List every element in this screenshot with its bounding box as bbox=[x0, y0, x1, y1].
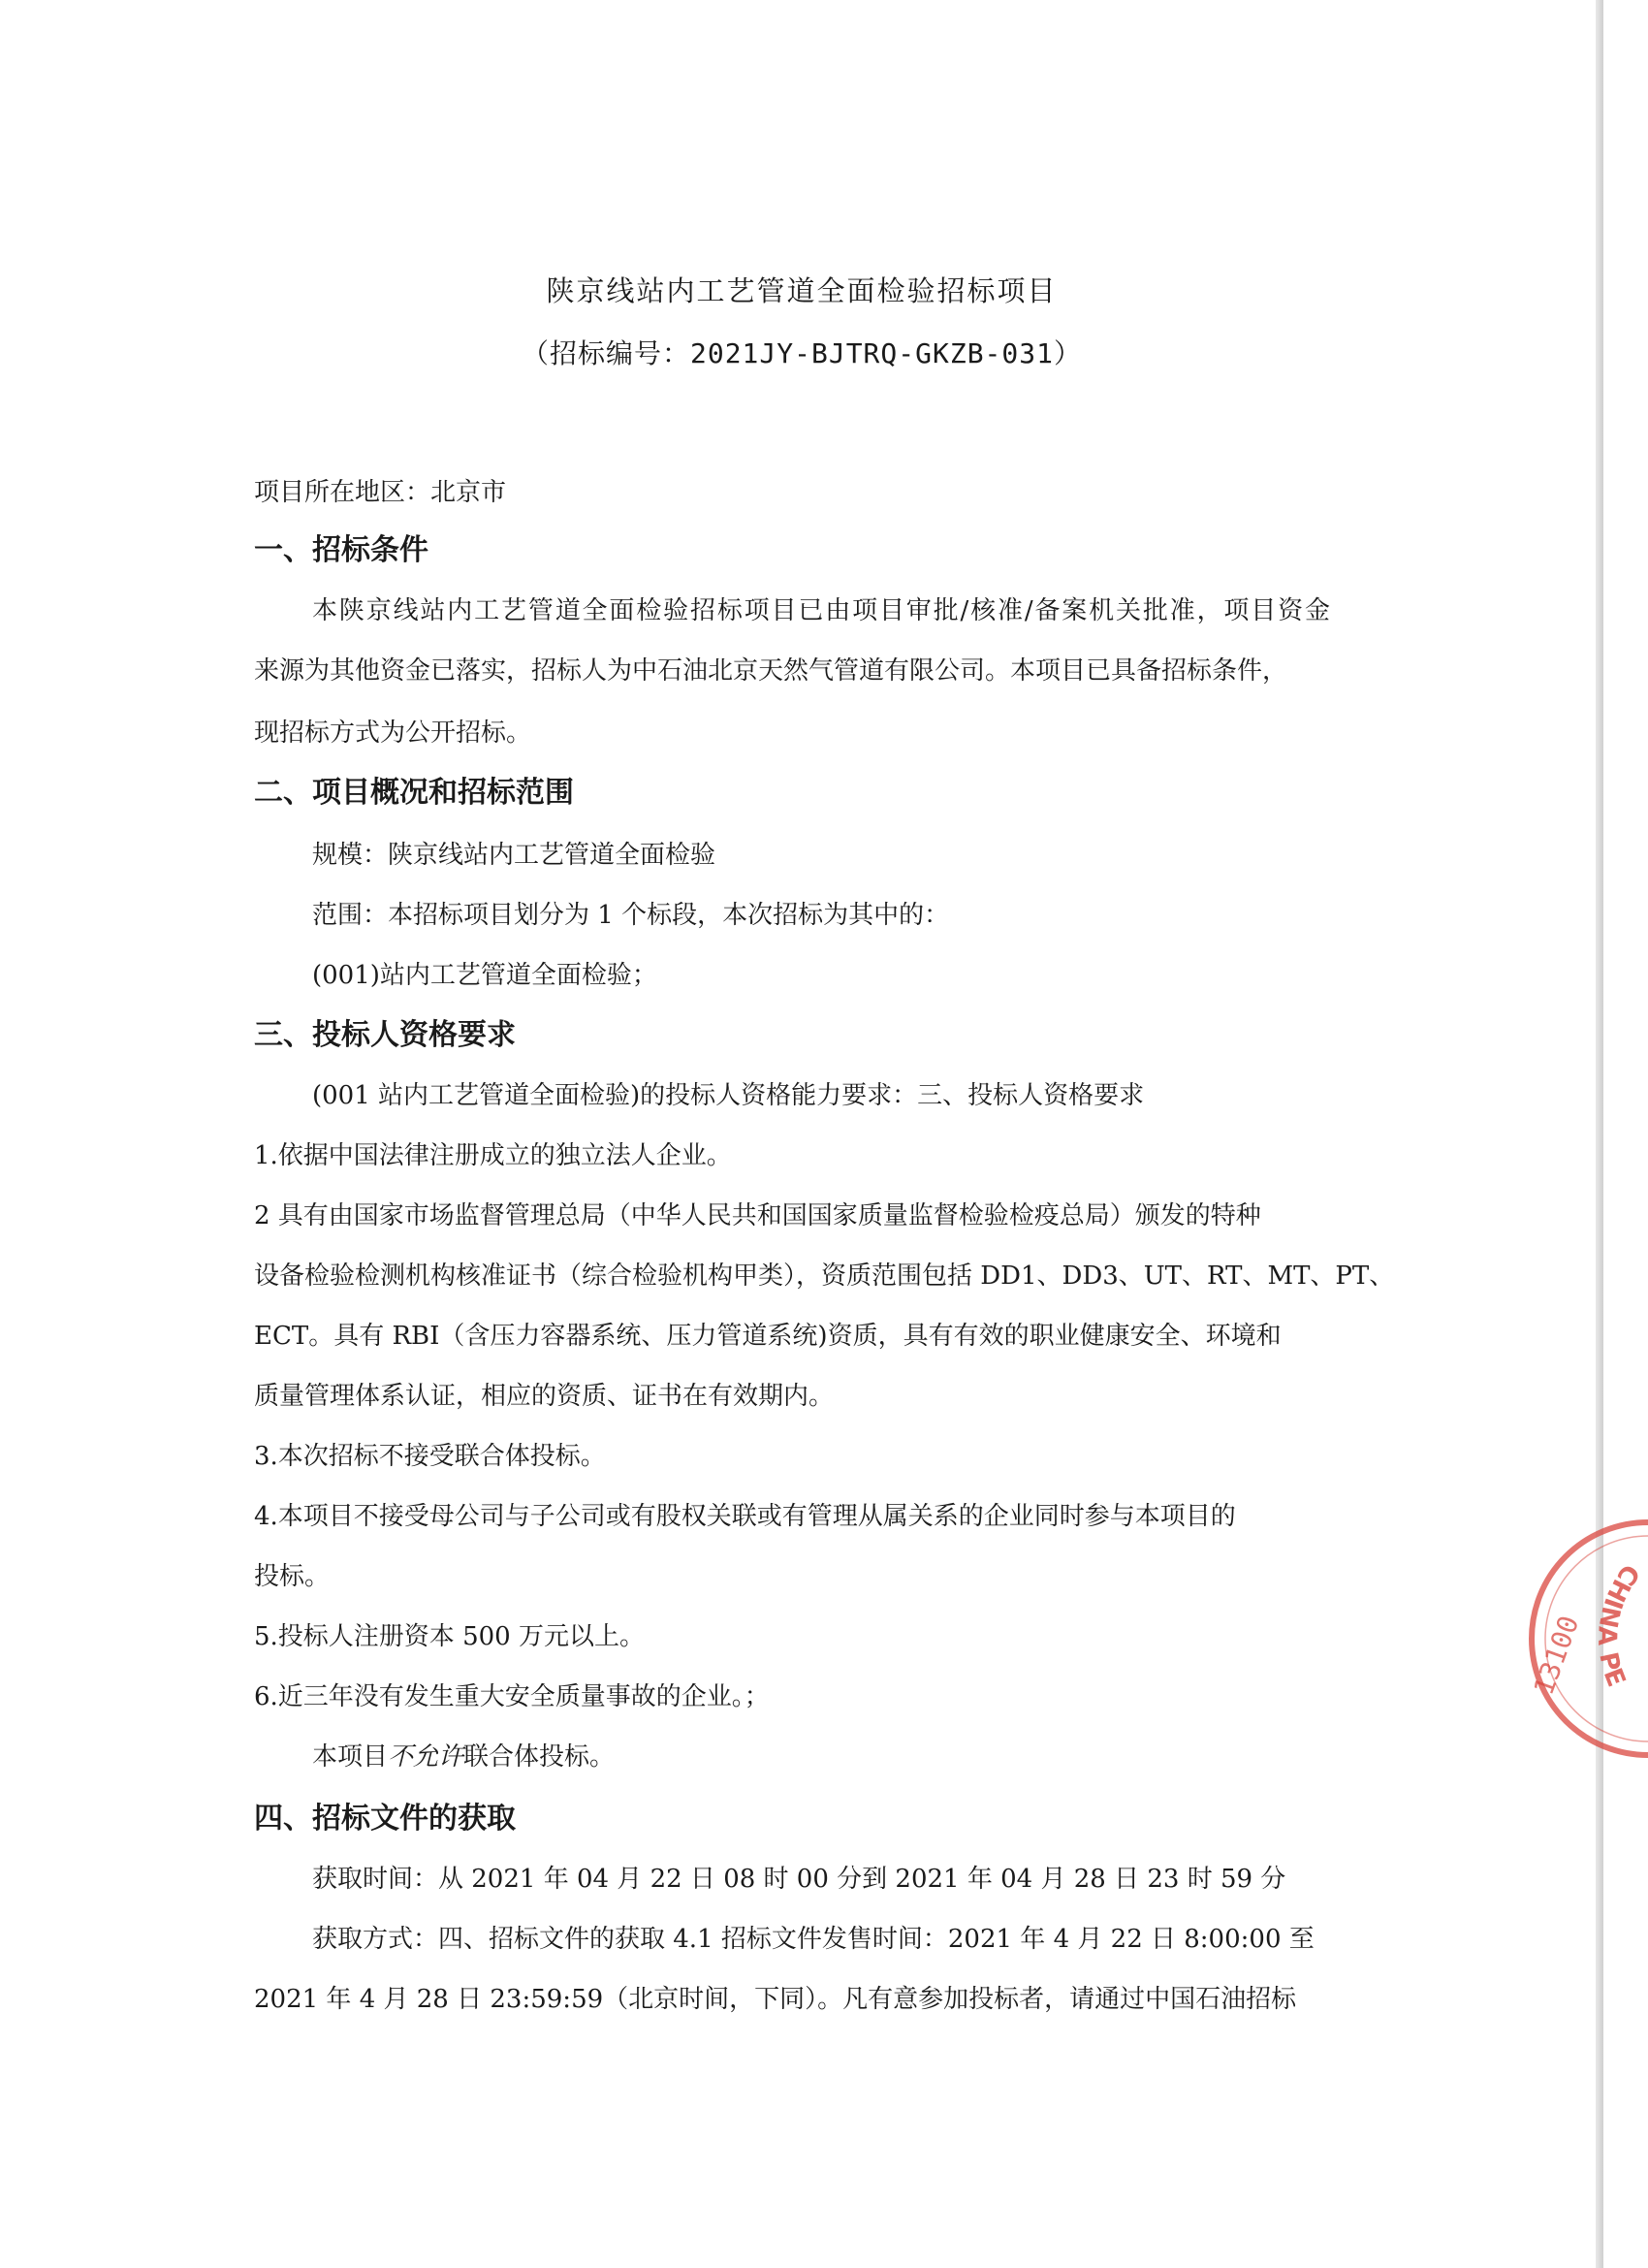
scope-line: 范围：本招标项目划分为 1 个标段，本次招标为其中的： bbox=[312, 901, 950, 930]
seal-text-top: CHINA PE bbox=[1592, 1558, 1645, 1691]
seal-text-bottom: 13100 bbox=[1527, 1611, 1586, 1700]
project-location: 项目所在地区：北京市 bbox=[254, 478, 507, 507]
consortium-emphasis: 不允许 bbox=[388, 1742, 464, 1772]
section-heading-3: 三、投标人资格要求 bbox=[254, 1018, 516, 1052]
document-title: 陕京线站内工艺管道全面检验招标项目 bbox=[546, 274, 1058, 307]
acquisition-method: 2021 年 4 月 28 日 23:59:59（北京时间，下同）。凡有意参加投标者，请通过中国石油招标 bbox=[254, 1985, 1297, 2014]
paragraph-line: 现招标方式为公开招标。 bbox=[254, 719, 532, 748]
acquisition-method: 获取方式：四、招标文件的获取 4.1 招标文件发售时间：2021 年 4 月 22 日 8:00:00 至 bbox=[312, 1925, 1315, 1954]
qualification-intro: (001 站内工艺管道全面检验)的投标人资格能力要求：三、投标人资格要求 bbox=[312, 1081, 1145, 1110]
requirement-2: 2 具有由国家市场监督管理总局（中华人民共和国国家质量监督检验检疫总局）颁发的特种 bbox=[254, 1201, 1261, 1230]
requirement-4: 投标。 bbox=[254, 1562, 331, 1591]
consortium-note: 本项目不允许联合体投标。 bbox=[312, 1742, 616, 1772]
requirement-5: 5.投标人注册资本 500 万元以上。 bbox=[254, 1622, 645, 1651]
bid-number: （招标编号：2021JY-BJTRQ-GKZB-031） bbox=[521, 337, 1082, 369]
acquisition-time: 获取时间：从 2021 年 04 月 22 日 08 时 00 分到 2021 年 04 月 28 日 23 时 59 分 bbox=[312, 1865, 1286, 1894]
requirement-2: ECT。具有 RBI（含压力容器系统、压力管道系统)资质，具有有效的职业健康安全、环境和 bbox=[254, 1322, 1282, 1351]
requirement-2: 设备检验检测机构核准证书（综合检验机构甲类），资质范围包括 DD1、DD3、UT、RT、MT、PT、 bbox=[254, 1262, 1395, 1291]
section-heading-2: 二、项目概况和招标范围 bbox=[254, 776, 574, 810]
requirement-1: 1.依据中国法律注册成立的独立法人企业。 bbox=[254, 1141, 732, 1170]
requirement-3: 3.本次招标不接受联合体投标。 bbox=[254, 1442, 606, 1471]
lot-line: (001)站内工艺管道全面检验； bbox=[312, 961, 657, 990]
section-heading-1: 一、招标条件 bbox=[254, 533, 428, 567]
paragraph-line: 来源为其他资金已落实，招标人为中石油北京天然气管道有限公司。本项目已具备招标条件， bbox=[254, 656, 1288, 686]
company-seal-icon bbox=[1512, 1513, 1648, 1765]
paragraph-line: 本陕京线站内工艺管道全面检验招标项目已由项目审批/核准/备案机关批准，项目资金 bbox=[312, 596, 1330, 625]
section-heading-4: 四、招标文件的获取 bbox=[254, 1802, 516, 1836]
requirement-2: 质量管理体系认证，相应的资质、证书在有效期内。 bbox=[254, 1382, 835, 1411]
scale-line: 规模：陕京线站内工艺管道全面检验 bbox=[312, 841, 716, 870]
requirement-4: 4.本项目不接受母公司与子公司或有股权关联或有管理从属关系的企业同时参与本项目的 bbox=[254, 1502, 1236, 1531]
requirement-6: 6.近三年没有发生重大安全质量事故的企业。； bbox=[254, 1682, 770, 1711]
